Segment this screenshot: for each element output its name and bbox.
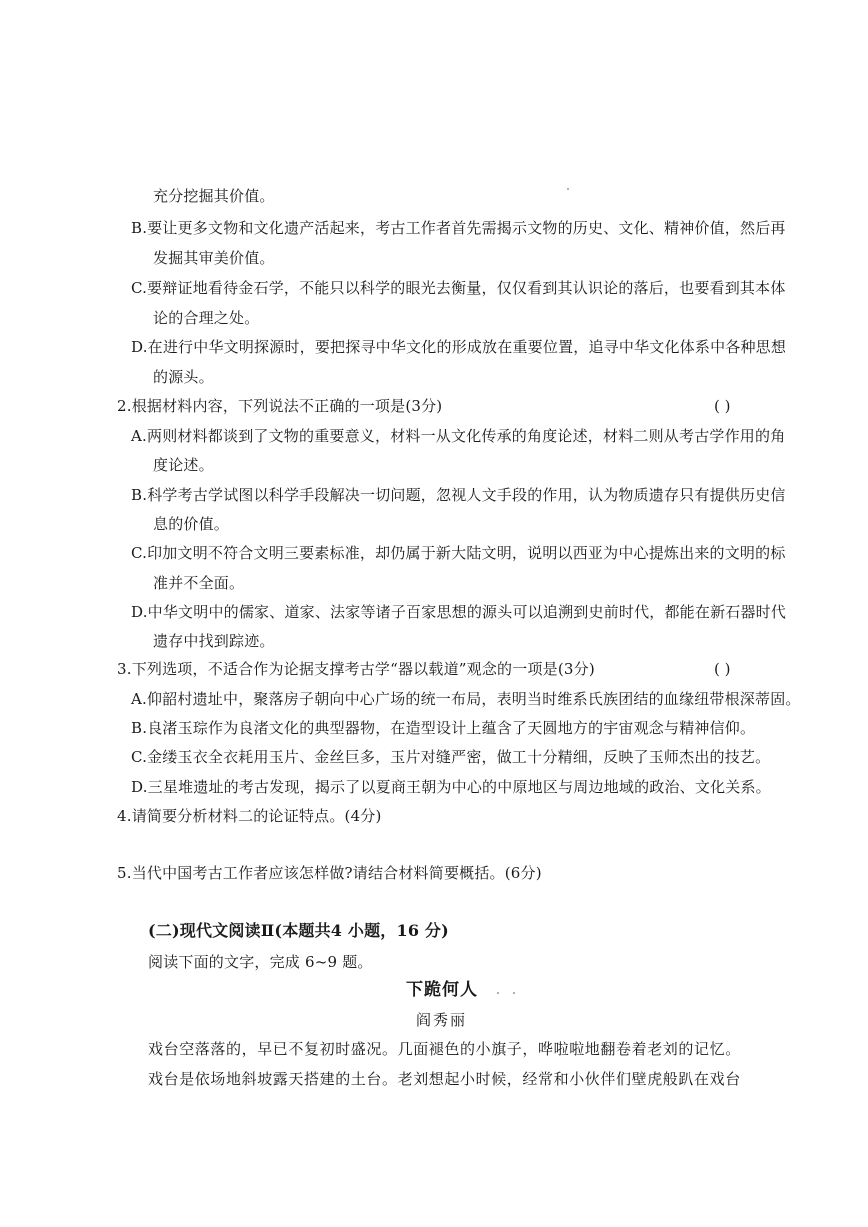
q2-option-b-line1: B.科学考古学试图以科学手段解决一切问题，忽视人文手段的作用，认为物质遗存只有提供历史信 [131,486,786,504]
section-instruction: 阅读下面的文字，完成 6~9 题。 [148,953,373,971]
scan-speck [513,992,515,994]
q2-option-a-line2: 度论述。 [153,456,214,474]
q2-option-c-line2: 准并不全面。 [153,574,245,592]
q2-option-b-line2: 息的价值。 [153,515,230,533]
q1-option-b-line2: 发掘其审美价值。 [153,249,275,267]
q2-option-c-line1: C.印加文明不符合文明三要素标准，却仍属于新大陆文明，说明以西亚为中心提炼出来的文明的标 [131,544,786,562]
q1-option-c-line1: C.要辩证地看待金石学，不能只以科学的眼光去衡量，仅仅看到其认识论的落后，也要看到其本体 [131,279,786,297]
q3-option-c: C.金缕玉衣全衣耗用玉片、金丝巨多，玉片对缝严密，做工十分精细，反映了玉师杰出的技艺。 [131,748,771,766]
q3-stem: 3.下列选项，不适合作为论据支撑考古学“器以载道”观念的一项是(3分) [117,660,595,678]
q5-stem: 5.当代中国考古工作者应该怎样做?请结合材料简要概括。(6分) [117,864,542,882]
q3-option-d: D.三星堆遗址的考古发现，揭示了以夏商王朝为中心的中原地区与周边地域的政治、文化关系。 [131,778,771,796]
q1-option-d-line2: 的源头。 [153,368,214,386]
q1-option-d-line1: D.在进行中华文明探源时，要把探寻中华文化的形成放在重要位置，追寻中华文化体系中各种思想 [131,338,787,356]
article-paragraph-2: 戏台是依场地斜坡露天搭建的土台。老刘想起小时候，经常和小伙伴们壁虎般趴在戏台 [148,1070,741,1088]
scan-speck [567,188,569,190]
q2-option-a-line1: A.两则材料都谈到了文物的重要意义，材料一从文化传承的角度论述，材料二则从考古学作用的角 [131,427,786,445]
article-paragraph-1: 戏台空落落的，早已不复初时盛况。几面褪色的小旗子，哗啦啦地翻卷着老刘的记忆。 [148,1040,741,1058]
q3-option-b: B.良渚玉琮作为良渚文化的典型器物，在造型设计上蕴含了天圆地方的宇宙观念与精神信仰。 [131,719,756,737]
q1-option-b-line1: B.要让更多文物和文化遗产活起来，考古工作者首先需揭示文物的历史、文化、精神价值，然后再 [131,219,786,237]
section-heading: (二)现代文阅读Ⅱ(本题共4 小题，16 分) [148,921,449,940]
q3-option-a: A.仰韶村遗址中，聚落房子朝向中心广场的统一布局，表明当时维系氏族团结的血缘纽带根深蒂固。 [131,690,801,708]
q2-option-d-line2: 遗存中找到踪迹。 [153,632,275,650]
q4-stem: 4.请简要分析材料二的论证特点。(4分) [117,807,382,825]
q1-option-c-line2: 论的合理之处。 [153,309,260,327]
article-title: 下跪何人 [406,980,478,1000]
q2-option-d-line1: D.中华文明中的儒家、道家、法家等诸子百家思想的源头可以追溯到史前时代，都能在新石器时代 [131,603,787,621]
scan-speck [497,992,499,994]
q2-stem: 2.根据材料内容，下列说法不正确的一项是(3分) [117,397,443,415]
q3-answer-blank: ( ) [714,660,731,678]
article-author: 阎秀丽 [416,1011,468,1029]
q1-option-a-continuation: 充分挖掘其价值。 [153,187,275,205]
q2-answer-blank: ( ) [714,397,731,415]
